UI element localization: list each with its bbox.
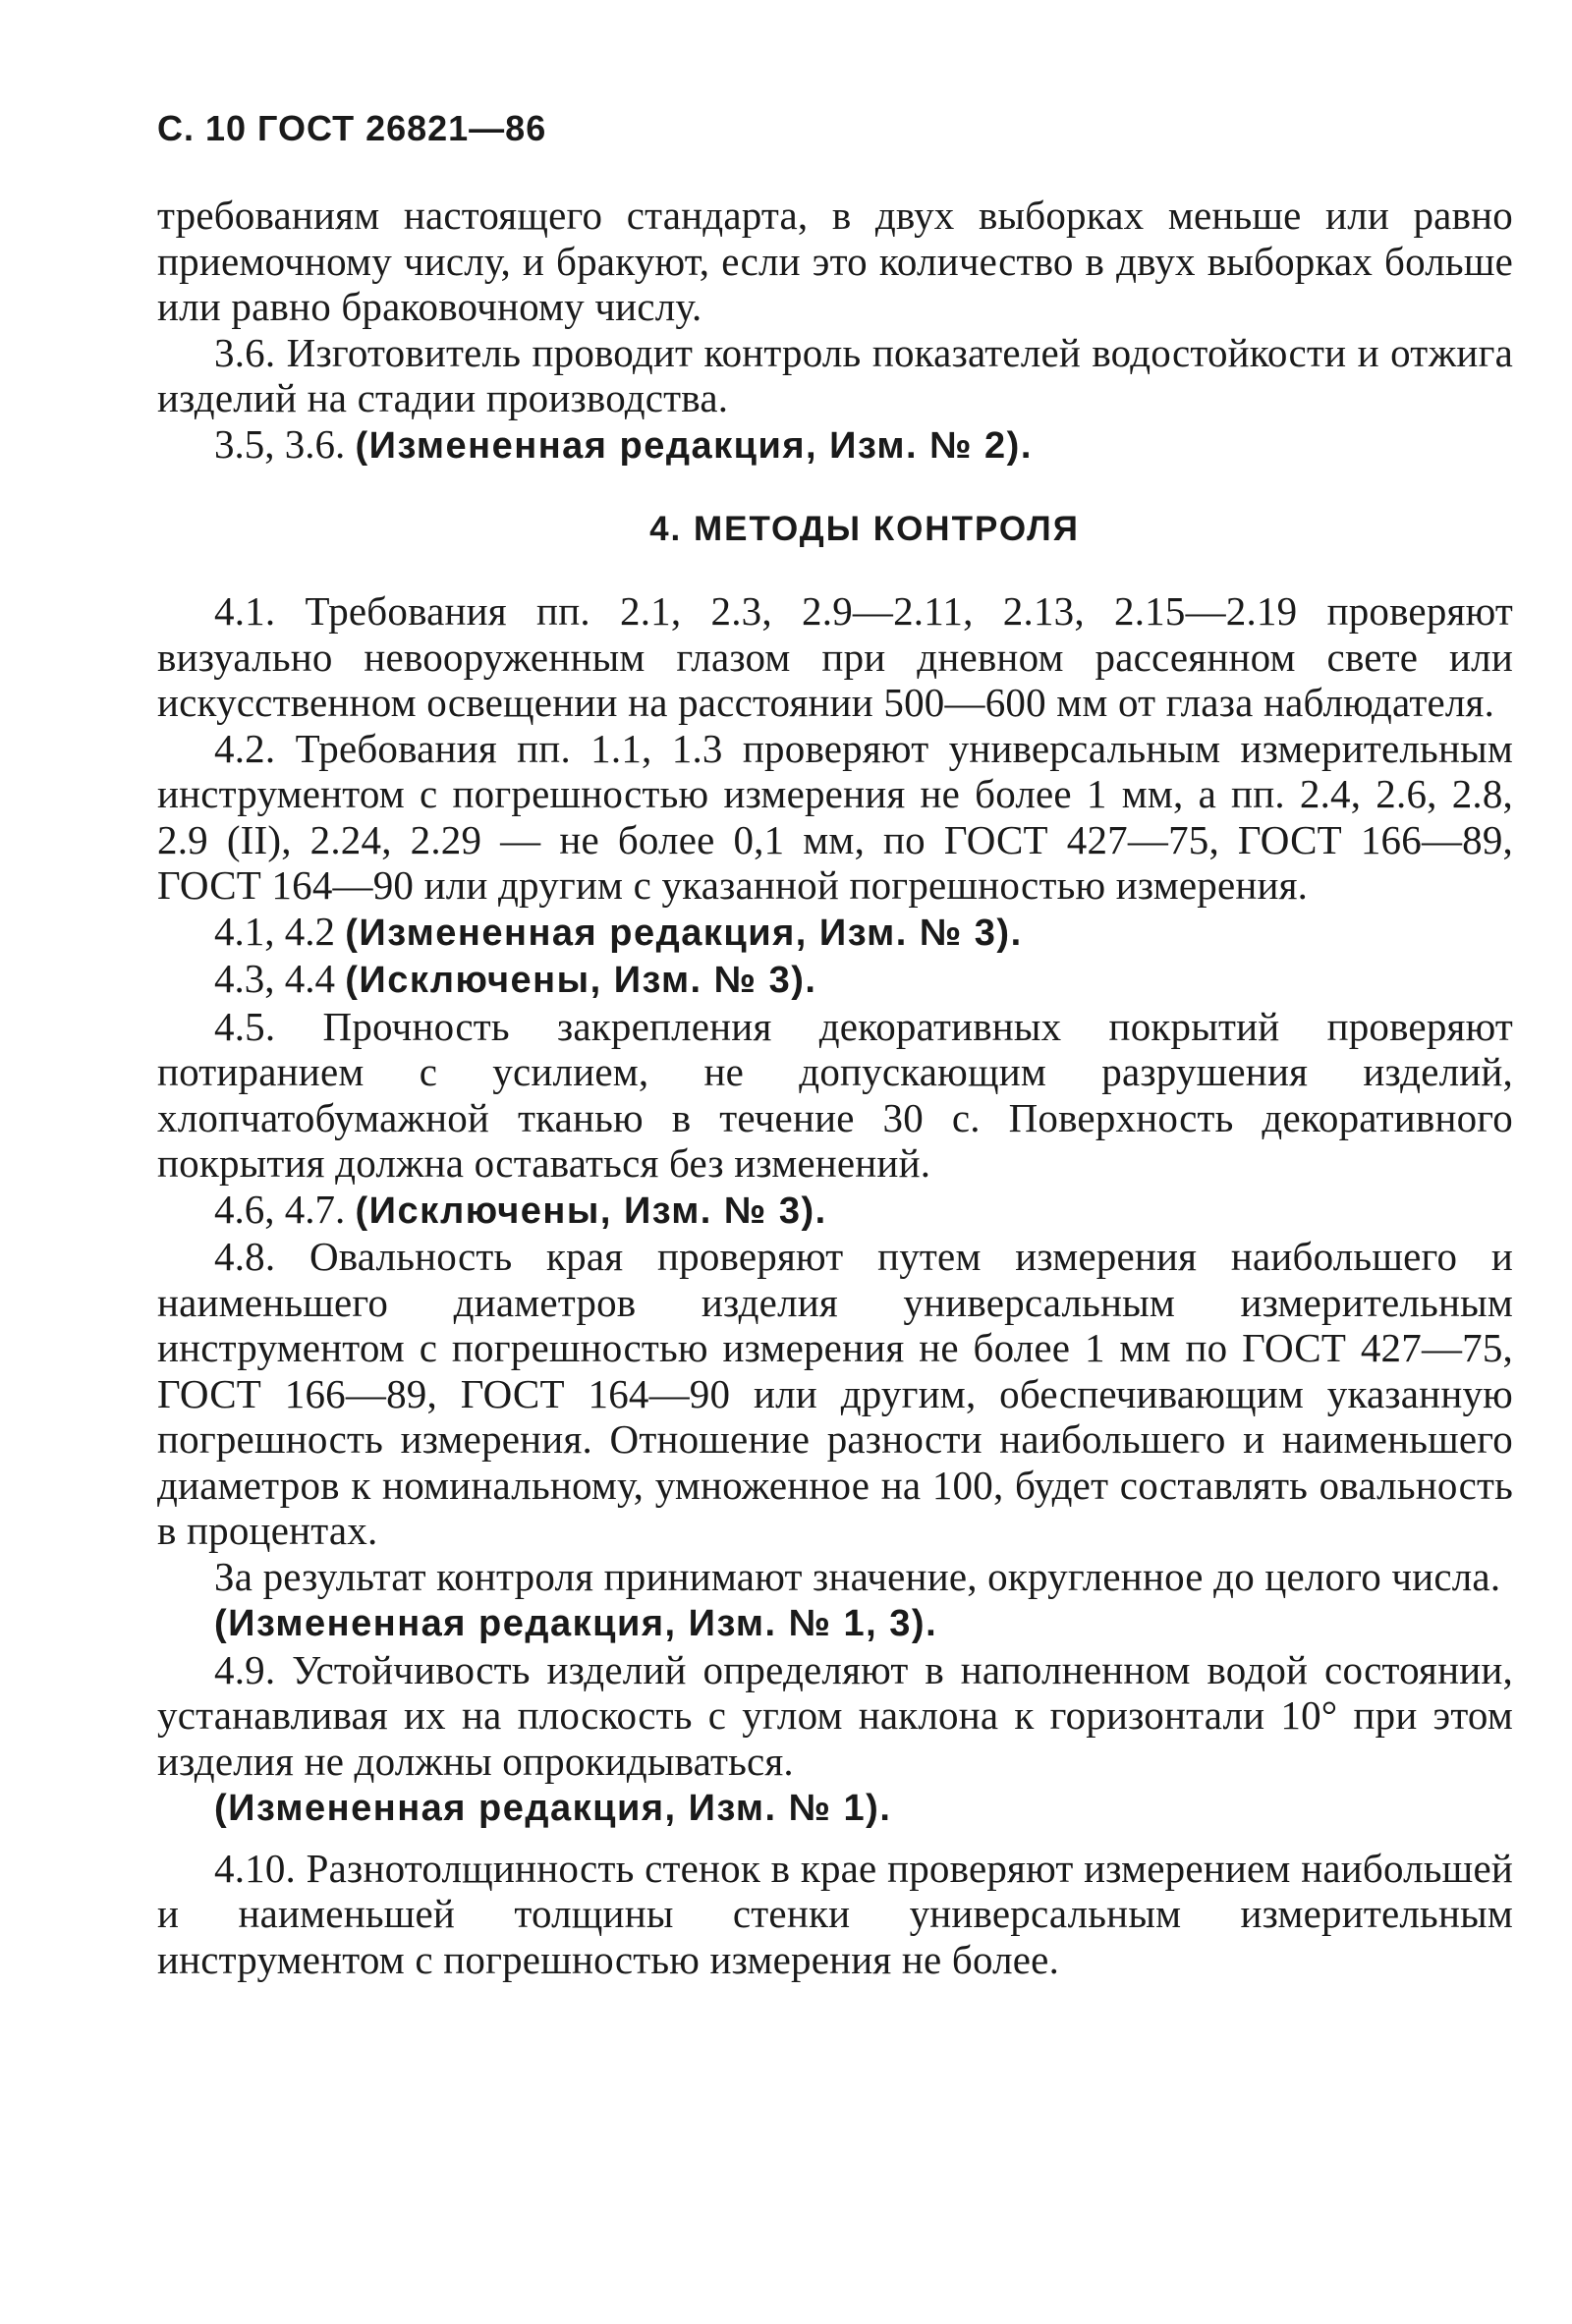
amendment-note-text: (Измененная редакция, Изм. № 1). [214,1788,892,1829]
amendment-note-3-5 [157,421,1513,470]
amendment-note-text: (Измененная редакция, Изм. № 2). [355,424,1033,467]
paragraph-3-5-continuation: требованиям настоящего стандарта, в двух выборках меньше или равно приемочному числу, и бракуют, если это количество в двух выборках больше или равно браковочному числу. [157,193,1513,329]
amendment-note-text: (Измененная редакция, Изм. № 3). [345,912,1023,954]
paragraph-4-5: 4.5. Прочность закрепления декоративных покрытий проверяют потиранием с усилием, не допускающим разрушения изделий, хлопчатобумажной тканью в течение 30 с. Поверхность декоративного покрытия должна оставаться без изменений. [157,1003,1513,1186]
paragraph-4-8: 4.8. Овальность края проверяют путем измерения наибольшего и наименьшего диаметров изделия универсальным измерительным инструментом с погрешностью измерения не более 1 мм по ГОСТ 427—75, ГОСТ 166—89, ГОСТ 164—90 или другим, обеспечивающим указанную погрешность измерения. Отношение разности наибольшего и наименьшего диаметров к номинальному, умноженное на 100, будет составлять овальность в процентах. [157,1234,1513,1553]
amendment-note-number: 3.5, 3.6. [214,420,346,467]
amendment-note-4-1 [157,909,1513,957]
amendment-note-4-6 [157,1187,1513,1235]
amendment-note-4-9 [157,1784,1513,1832]
amendment-note-4-3 [157,956,1513,1004]
paragraph-4-10: 4.10. Разнотолщинность стенок в крае проверяют измерением наибольшей и наименьшей толщины стенки универсальным измерительным инструментом с погрешностью измерения не более. [157,1845,1513,1982]
paragraph-4-8-result: За результат контроля принимают значение, округленное до целого числа. [214,1553,1501,1599]
paragraph-4-2: 4.2. Требования пп. 1.1, 1.3 проверяют универсальным измерительным инструментом с погрешностью измерения не более 1 мм, а пп. 2.4, 2.6, 2.8, 2.9 (II), 2.24, 2.29 — не более 0,1 мм, по ГОСТ 427—75, ГОСТ 166—89, ГОСТ 164—90 или другим с указанной погрешностью измерения. [157,725,1513,908]
section-title: 4. МЕТОДЫ КОНТРОЛЯ [649,510,1080,548]
paragraph-3-6: 3.6. Изготовитель проводит контроль показателей водостойкости и отжига изделий на стадии производства. [157,329,1513,420]
amendment-note-text: (Исключены, Изм. № 3). [355,1190,827,1232]
amendment-note-4-8 [157,1599,1513,1647]
document-page [157,108,1513,1982]
amendment-note-number: 4.3, 4.4 [214,956,335,1001]
spacer [157,1832,1513,1846]
paragraph-4-9: 4.9. Устойчивость изделий определяют в наполненном водой состоянии, устанавливая их на плоскость с углом наклона к горизонтали 10° при этом изделия не должны опрокидываться. [157,1646,1513,1784]
paragraph-4-1: 4.1. Требования пп. 2.1, 2.3, 2.9—2.11, 2.13, 2.15—2.19 проверяют визуально невооруженным глазом при дневном рассеянном свете или искусственном освещении на расстоянии 500—600 мм от глаза наблюдателя. [157,588,1513,725]
page-header: С. 10 ГОСТ 26821—86 [157,108,547,148]
amendment-note-number: 4.1, 4.2 [214,908,335,954]
amendment-note-number: 4.6, 4.7. [214,1186,346,1232]
amendment-note-text: (Исключены, Изм. № 3). [345,960,817,1001]
amendment-note-text: (Измененная редакция, Изм. № 1, 3). [214,1603,938,1644]
